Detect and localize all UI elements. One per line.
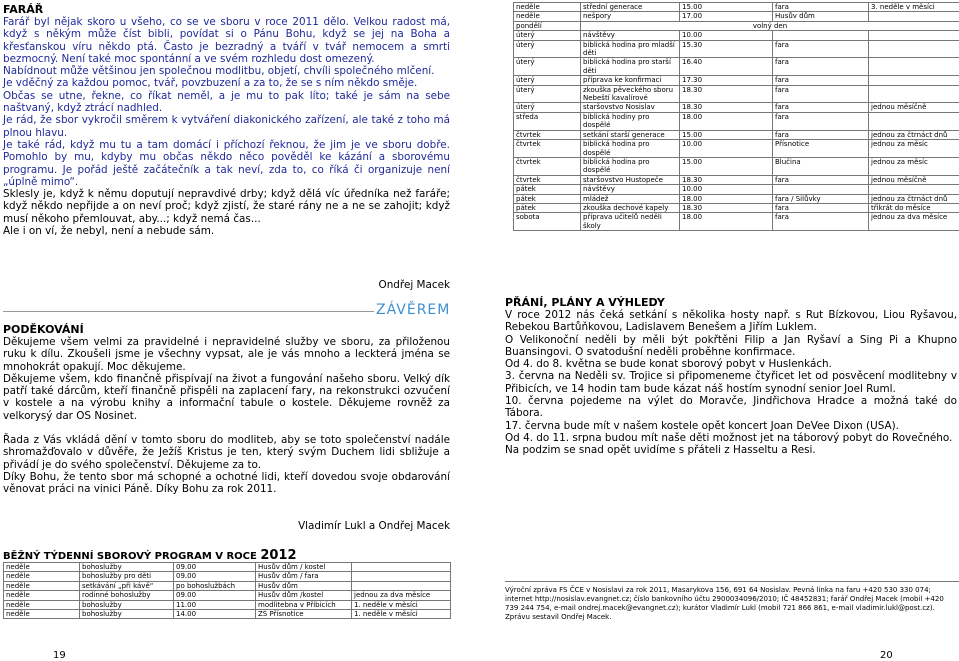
cell-day: úterý: [514, 31, 581, 40]
cell-frequency: 1. neděle v měsíci: [352, 600, 451, 609]
farar-paragraph: Sklesly je, když k němu doputují nepravdivé drby; když dělá víc úředníka než faráře; když někdo nepřijde a on neví proč; když zjistí, že staré rány ne a ne se zahojit; když musí někoho přemlouvat, aby...; když nemá čas...: [3, 188, 450, 225]
cell-place: fara: [773, 203, 869, 212]
cell-activity: biblická hodina pro dospělé: [581, 140, 680, 158]
cell-place: fara: [773, 76, 869, 85]
schedule-row: [514, 157, 959, 175]
farar-paragraph: Farář byl nějak skoro u všeho, co se ve sboru v roce 2011 dělo. Velkou radost má, když s někým může číst bibli, povídat si o Pánu Bohu, když se jej na Boha a křesťanskou víru někdo ptá. Často je bezradný a tváří v tvář nemocem a smrti bezmocný. Není také moc spontánní a ve svém rozhledu dost omezený.: [3, 16, 450, 65]
schedule-row: [514, 213, 959, 231]
cell-frequency: [869, 185, 959, 194]
cell-place: fara: [773, 175, 869, 184]
cell-activity: bohoslužby: [80, 610, 174, 619]
cell-day: úterý: [514, 58, 581, 76]
cell-activity: návštěvy: [581, 185, 680, 194]
page-number-left: 19: [53, 650, 66, 661]
cell-day: sobota: [514, 213, 581, 231]
prani-paragraph: Na podzim se snad opět uvidíme s přáteli z Hasseltu a Resi.: [505, 444, 816, 457]
cell-day: pátek: [514, 203, 581, 212]
cell-frequency: jednou za dva měsíce: [869, 213, 959, 231]
schedule-row: [514, 203, 959, 212]
cell-frequency: [869, 40, 959, 58]
schedule-row: [514, 112, 959, 130]
cell-time: 18.30: [680, 85, 773, 103]
page-number-right: 20: [880, 650, 893, 661]
cell-frequency: [869, 31, 959, 40]
cell-activity: příprava ke konfirmaci: [581, 76, 680, 85]
cell-place: fara: [773, 103, 869, 112]
farar-paragraph: Je také rád, když mu tu a tam domácí i příchozí řeknou, že jim je ve sboru dobře. Pomohlo by mu, kdyby mu občas někdo něco pověděl ke kázání a sborovému programu. Je pořád ještě začátečník a tak neví, zda to, co říká či organizuje není „úplně mimo“.: [3, 138, 450, 188]
cell-day: úterý: [514, 85, 581, 103]
cell-frequency: [352, 581, 451, 590]
cell-time: 10.00: [680, 140, 773, 158]
cell-time: 18.00: [680, 112, 773, 130]
program-row: [4, 581, 451, 590]
cell-day: čtvrtek: [514, 175, 581, 184]
podekovani-title: PODĚKOVÁNÍ: [3, 323, 84, 336]
schedule-row: [514, 40, 959, 58]
cell-day: čtvrtek: [514, 157, 581, 175]
cell-day: čtvrtek: [514, 130, 581, 139]
program-row: [4, 591, 451, 600]
cell-activity: biblická hodina pro mladší děti: [581, 40, 680, 58]
cell-frequency: [352, 572, 451, 581]
cell-activity: bohoslužby pro děti: [80, 572, 174, 581]
cell-activity: nešpory: [581, 12, 680, 21]
cell-frequency: [869, 58, 959, 76]
podekovani-body: [3, 336, 450, 496]
cell-place: fara: [773, 112, 869, 130]
cell-day: pondělí: [514, 21, 581, 30]
cell-place: fara: [773, 130, 869, 139]
cell-activity: bohoslužby: [80, 563, 174, 572]
cell-frequency: jednou měsíčně: [869, 103, 959, 112]
program-row: [4, 600, 451, 609]
prani-paragraph: V roce 2012 nás čeká setkání s několika hosty např. s Rut Bízkovou, Liou Ryšavou, Rebekou Bartůňkovou, Ladislavem Benešem a Jiřím Luklem.: [505, 309, 957, 334]
podekovani-section: [3, 323, 450, 496]
cell-activity: mládež: [581, 194, 680, 203]
cell-time: 11.00: [174, 600, 256, 609]
cell-frequency: [869, 12, 959, 21]
farar-paragraph: Ale i on ví, že nebyl, není a nebude sám.: [3, 225, 215, 238]
cell-activity: zkouška dechové kapely: [581, 203, 680, 212]
cell-place: Přísnotice: [773, 140, 869, 158]
cell-frequency: jednou za čtrnáct dnů: [869, 194, 959, 203]
podekovani-paragraph: Díky Bohu, že tento sbor má schopné a ochotné lidi, kteří dovedou svoje obdarování věnovat práci na vinici Páně. Díky Bohu za rok 2011.: [3, 470, 450, 496]
footer-text: Výroční zpráva FS ČCE v Nosislavi za rok 2011, Masarykova 156, 691 64 Nosislav. Pevná linka na faru +420 530 330 074; internet http://nosislav.evangnet.cz; číslo bankovního účtu 2900034096/2010; IČ 48452831; farář Ondřej Macek (mobil +420 739 244 754, e-mail ondrej.macek@evangnet.cz); kurátor Vladimír Lukl (mobil 721 866 861, e-mail vladimir.lukl@post.cz). Zprávu sestavil Ondřej Macek.: [505, 586, 944, 621]
cell-time: 18.30: [680, 103, 773, 112]
cell-day: pátek: [514, 185, 581, 194]
zaver-heading: ZÁVĚREM: [376, 302, 451, 318]
schedule-row: [514, 76, 959, 85]
cell-frequency: 1. neděle v měsíci: [352, 610, 451, 619]
cell-frequency: třikrát do měsíce: [869, 203, 959, 212]
cell-frequency: [869, 76, 959, 85]
cell-activity: bohoslužby: [80, 600, 174, 609]
paragraph-gap: [3, 422, 450, 434]
prani-paragraph: 10. června pojedeme na výlet do Moravče, Jindřichova Hradce a možná také do Tábora.: [505, 395, 957, 420]
schedule-row: [514, 185, 959, 194]
cell-day: neděle: [514, 3, 581, 12]
cell-place: fara: [773, 58, 869, 76]
cell-time: 18.30: [680, 203, 773, 212]
cell-time: 09.00: [174, 572, 256, 581]
farar-section: [3, 3, 450, 237]
cell-place: [773, 185, 869, 194]
podekovani-paragraph: Řada z Vás vkládá dění v tomto sboru do modliteb, aby se toto společenství nadále shromažďovalo v důvěře, že Ježíš Kristus je ten, který svým Duchem lidi sbližuje a přivádí je do svého společenství. Děkujeme za to.: [3, 434, 450, 471]
schedule-row: [514, 3, 959, 12]
farar-signature: Ondřej Macek: [378, 279, 450, 291]
farar-body: [3, 16, 450, 237]
cell-activity: volný den: [581, 21, 959, 30]
cell-frequency: [869, 112, 959, 130]
cell-place: Husův dům: [773, 12, 869, 21]
podekovani-signature: Vladimír Lukl a Ondřej Macek: [298, 520, 450, 532]
left-column: [0, 0, 453, 661]
cell-time: 18.00: [680, 194, 773, 203]
schedule-row: [514, 103, 959, 112]
footer-divider: [505, 581, 959, 582]
schedule-row: [514, 140, 959, 158]
cell-activity: střední generace: [581, 3, 680, 12]
schedule-row: [514, 31, 959, 40]
cell-day: neděle: [4, 610, 80, 619]
cell-time: 09.00: [174, 563, 256, 572]
cell-frequency: jednou za měsíc: [869, 157, 959, 175]
cell-time: 09.00: [174, 591, 256, 600]
cell-frequency: jednou měsíčně: [869, 175, 959, 184]
farar-paragraph: Občas se utne, řekne, co říkat neměl, a je mu to pak líto; také je sám na sebe naštvaný, když ztrácí nadhled.: [3, 89, 450, 115]
cell-activity: příprava učitelů neděli školy: [581, 213, 680, 231]
schedule-row: [514, 130, 959, 139]
schedule-table: [513, 2, 959, 231]
prani-paragraph: 3. června na Neděli sv. Trojice si připomeneme čtyřicet let od posvěcení modlitebny v Přibicích, ve 14 hodin tam bude kázat náš hostím synodní senior Joel Ruml.: [505, 370, 957, 395]
cell-place: [773, 31, 869, 40]
farar-paragraph: Je vděčný za každou pomoc, tvář, povzbuzení a za to, že se s ním někdo směje.: [3, 77, 418, 90]
cell-place: ZŠ Přísnotice: [256, 610, 352, 619]
prani-paragraph: Od 4. do 11. srpna budou mít naše děti možnost jet na táborový pobyt do Rovečného.: [505, 431, 953, 444]
cell-day: neděle: [4, 591, 80, 600]
schedule-row: [514, 175, 959, 184]
cell-activity: návštěvy: [581, 31, 680, 40]
schedule-row: [514, 12, 959, 21]
program-title: [3, 548, 297, 563]
farar-paragraph: Je rád, že sbor vykročil směrem k vytváření diakonického zařízení, ale také z toho má plnou hlavu.: [3, 114, 450, 139]
cell-time: 17.30: [680, 76, 773, 85]
cell-time: 10.00: [680, 185, 773, 194]
farar-paragraph: Nabídnout může většinou jen společnou modlitbu, objetí, chvíli společného mlčení.: [3, 65, 435, 78]
schedule-row: [514, 194, 959, 203]
cell-time: 15.30: [680, 40, 773, 58]
cell-day: neděle: [4, 572, 80, 581]
cell-place: Husův dům / kostel: [256, 563, 352, 572]
cell-day: pátek: [514, 194, 581, 203]
cell-time: 18.30: [680, 175, 773, 184]
cell-place: Husův dům /kostel: [256, 591, 352, 600]
cell-place: Blučina: [773, 157, 869, 175]
cell-day: středa: [514, 112, 581, 130]
cell-activity: staršovstvo Hustopeče: [581, 175, 680, 184]
prani-section: [505, 296, 957, 457]
cell-activity: staršovstvo Nosislav: [581, 103, 680, 112]
cell-time: 16.40: [680, 58, 773, 76]
cell-frequency: [352, 563, 451, 572]
cell-day: čtvrtek: [514, 140, 581, 158]
cell-activity: biblická hodina pro dospělé: [581, 157, 680, 175]
schedule-row: [514, 21, 959, 30]
cell-time: 18.00: [680, 213, 773, 231]
cell-frequency: 3. neděle v měsíci: [869, 3, 959, 12]
cell-place: fara: [773, 85, 869, 103]
podekovani-paragraph: Děkujeme všem, kdo finančně přispívají na život a fungování našeho sboru. Velký dík patří také dárcům, kteří finančně přispěli na zaplacení fary, na rekonstrukci ozvučení v kostele a na výrobu knihy a informační tabule o kostele. Děkujeme rovněž za velkorysý dar OS Nosinet.: [3, 372, 450, 422]
right-column: [505, 0, 959, 661]
cell-day: neděle: [4, 563, 80, 572]
cell-day: úterý: [514, 103, 581, 112]
cell-time: 17.00: [680, 12, 773, 21]
cell-activity: biblická hodiny pro dospělé: [581, 112, 680, 130]
cell-place: fara / Silůvky: [773, 194, 869, 203]
program-title-year: 2012: [260, 548, 297, 563]
cell-place: modlitebna v Přibicích: [256, 600, 352, 609]
cell-place: fara: [773, 213, 869, 231]
cell-place: Husův dům / fara: [256, 572, 352, 581]
cell-activity: rodinné bohoslužby: [80, 591, 174, 600]
program-row: [4, 572, 451, 581]
cell-day: neděle: [4, 581, 80, 590]
cell-place: Husův dům: [256, 581, 352, 590]
cell-day: neděle: [4, 600, 80, 609]
prani-paragraph: 17. června bude mít v našem kostele opět koncert Joan DeVee Dixon (USA).: [505, 419, 899, 432]
cell-day: neděle: [514, 12, 581, 21]
cell-activity: biblická hodina pro starší děti: [581, 58, 680, 76]
cell-activity: setkání starší generace: [581, 130, 680, 139]
schedule-row: [514, 58, 959, 76]
cell-time: 15.00: [680, 157, 773, 175]
program-table: [3, 562, 451, 619]
cell-frequency: jednou za dva měsíce: [352, 591, 451, 600]
cell-frequency: jednou za měsíc: [869, 140, 959, 158]
cell-time: 15.00: [680, 3, 773, 12]
program-title-main: BĚŽNÝ TÝDENNÍ SBOROVÝ PROGRAM V ROCE: [3, 551, 261, 562]
program-row: [4, 610, 451, 619]
schedule-row: [514, 85, 959, 103]
cell-day: úterý: [514, 40, 581, 58]
cell-time: po bohoslužbách: [174, 581, 256, 590]
prani-title: PŘÁNÍ, PLÁNY A VÝHLEDY: [505, 296, 665, 309]
prani-body: [505, 309, 957, 457]
cell-frequency: [869, 85, 959, 103]
cell-activity: setkávání „při kávě“: [80, 581, 174, 590]
farar-title: FARÁŘ: [3, 3, 44, 16]
prani-paragraph: Od 4. do 8. května se bude konat sborový pobyt v Huslenkách.: [505, 358, 832, 371]
cell-day: úterý: [514, 76, 581, 85]
cell-time: 14.00: [174, 610, 256, 619]
cell-place: fara: [773, 40, 869, 58]
cell-frequency: jednou za čtrnáct dnů: [869, 130, 959, 139]
cell-time: 15.00: [680, 130, 773, 139]
podekovani-paragraph: Děkujeme všem velmi za pravidelné i nepravidelné služby ve sboru, za přiloženou ruku k dílu. Zkoušeli jsme je všechny vypsat, ale je vás mnoho a leckterá jména se mnohokrát opakují. Moc děkujeme.: [3, 336, 450, 373]
cell-activity: zkouška pěveckého sboru Nebeští kavalírové: [581, 85, 680, 103]
cell-time: 10.00: [680, 31, 773, 40]
cell-place: fara: [773, 3, 869, 12]
program-row: [4, 563, 451, 572]
prani-paragraph: O Velikonoční neděli by měli být pokřtěni Filip a Jan Ryšaví a Sing Pi a Khupno Buansingovi. O svatodušní neděli proběhne konfirmace.: [505, 333, 957, 358]
